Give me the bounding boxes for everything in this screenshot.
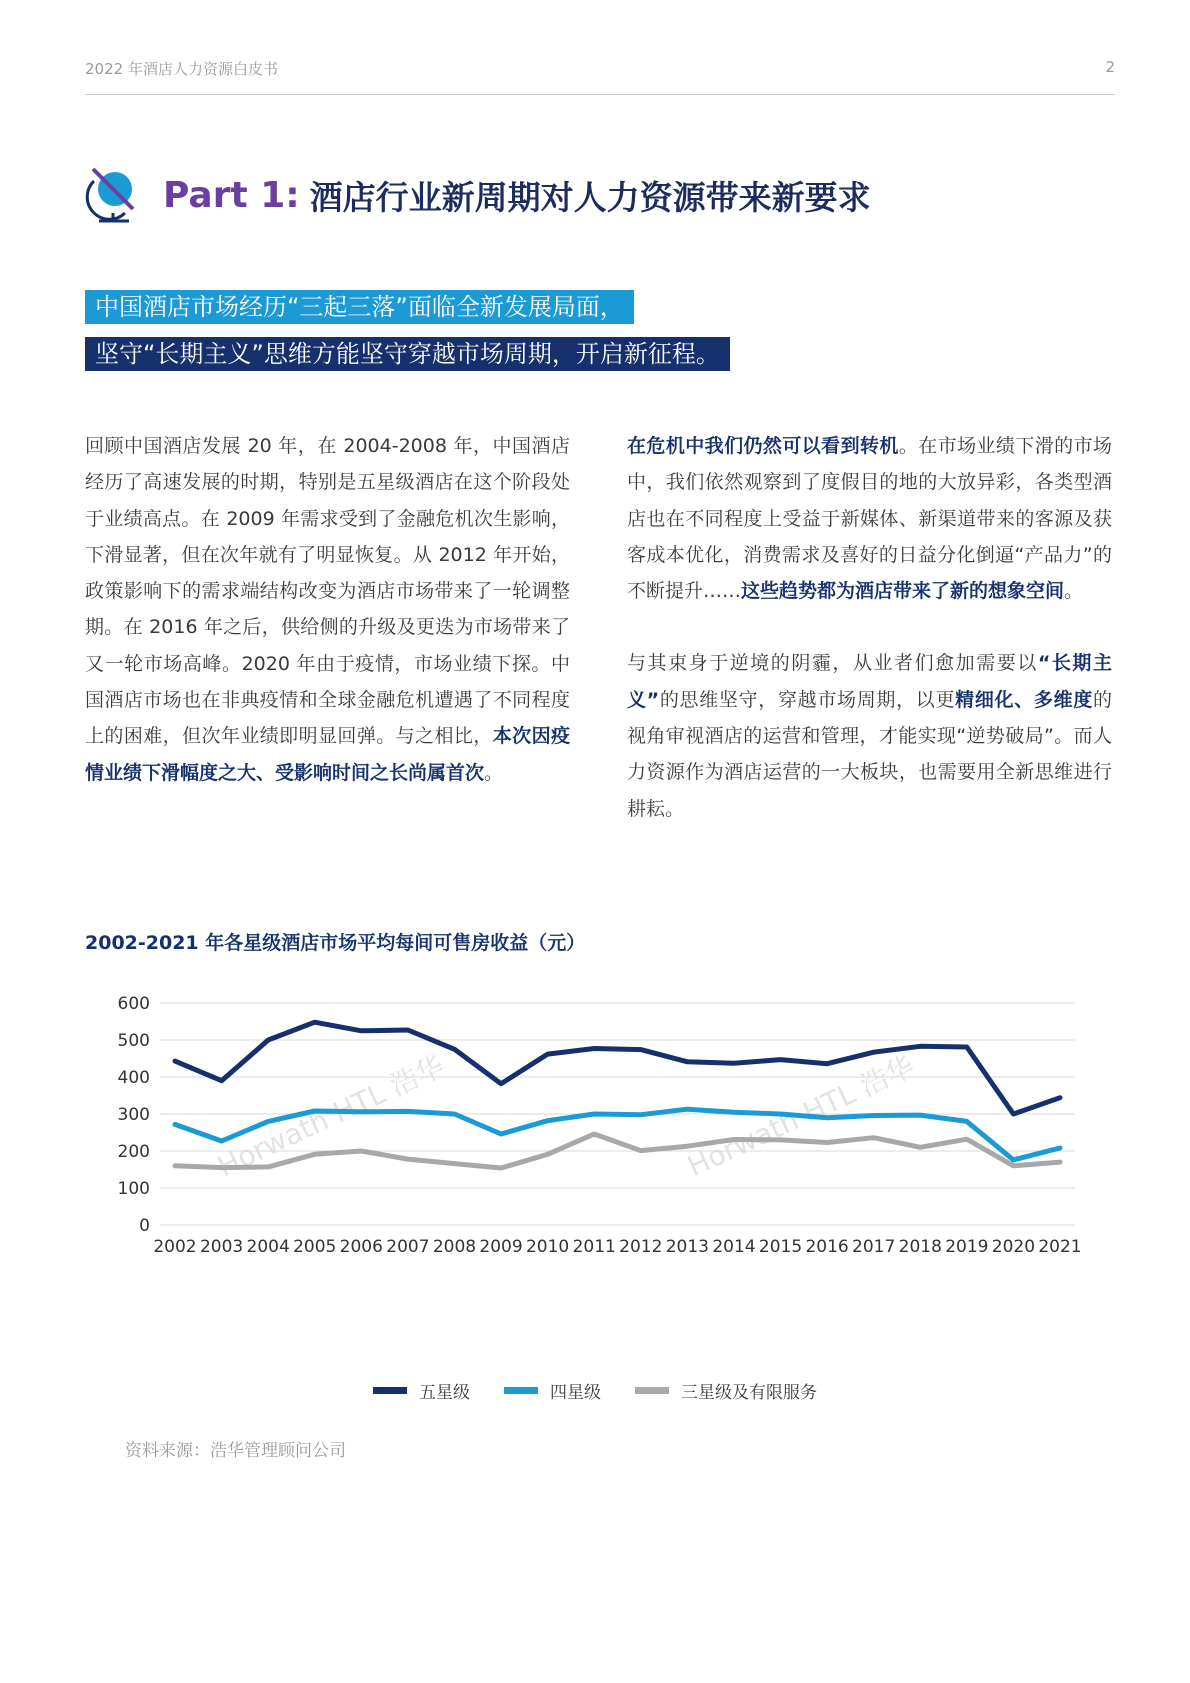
- legend-swatch: [635, 1387, 669, 1394]
- x-tick-label: 2013: [665, 1237, 710, 1257]
- text-run: 回顾中国酒店发展 20 年，在 2004-2008 年，中国酒店经历了高速发展的时期，特别是五星级酒店在这个阶段处于业绩高点。在 2009 年需求受到了金融危机次生影响，下滑显著，但在次年就有了明显恢复。从 2012 年开始，政策影响下的需求端结构改变为酒店市场带来了一轮调整期。在 2016 年之后，供给侧的升级及更迭为市场带来了又一轮市场高峰。2020 年由于疫情，市场业绩下探。中国酒店市场也在非典疫情和全球金融危机遭遇了不同程度上的困难，但次年业绩即明显回弹。与之相比，: [85, 435, 570, 748]
- chart-legend: [0, 1378, 1190, 1403]
- x-tick-label: 2005: [293, 1237, 337, 1257]
- paragraph: [85, 428, 570, 791]
- page-number: 2: [1105, 58, 1115, 76]
- legend-item: [635, 1378, 817, 1403]
- x-tick-label: 2020: [991, 1237, 1036, 1257]
- x-tick-label: 2004: [246, 1237, 290, 1257]
- globe-slash-icon: [85, 165, 141, 225]
- x-tick-label: 2018: [898, 1237, 942, 1257]
- y-tick-label: 600: [117, 994, 150, 1014]
- y-tick-label: 500: [117, 1031, 150, 1051]
- text-run: 。: [1064, 580, 1084, 603]
- text-run: 。在市场业绩下滑的市场中，我们依然观察到了度假目的地的大放异彩，各类型酒店也在不同程度上受益于新媒体、新渠道带来的客源及获客成本优化，消费需求及喜好的日益分化倒逼“产品力”的不断提升……: [627, 435, 1112, 603]
- x-tick-label: 2003: [199, 1237, 244, 1257]
- banner-line-2: 坚守“长期主义”思维方能坚守穿越市场周期，开启新征程。: [85, 337, 730, 371]
- y-tick-label: 0: [139, 1216, 150, 1236]
- legend-label: 五星级: [419, 1383, 470, 1403]
- legend-label: 三星级及有限服务: [681, 1383, 817, 1403]
- x-tick-label: 2002: [153, 1237, 197, 1257]
- legend-swatch: [373, 1387, 407, 1394]
- x-tick-label: 2016: [805, 1237, 849, 1257]
- y-tick-label: 200: [117, 1142, 150, 1162]
- y-tick-label: 400: [117, 1068, 150, 1088]
- bold-run: 这些趋势都为酒店带来了新的想象空间: [741, 580, 1065, 603]
- x-tick-label: 2019: [945, 1237, 989, 1257]
- legend-item: [504, 1378, 601, 1403]
- text-run: 的视角审视酒店的运营和管理，才能实现“逆势破局”。而人力资源作为酒店运营的一大板块，也需要用全新思维进行耕耘。: [627, 688, 1112, 820]
- x-tick-label: 2007: [386, 1237, 430, 1257]
- paragraph: [627, 645, 1112, 826]
- x-tick-label: 2017: [852, 1237, 896, 1257]
- page-header: [85, 58, 1115, 95]
- body-column-left: [85, 428, 570, 791]
- part-title: 酒店行业新周期对人力资源带来新要求: [309, 177, 871, 217]
- bold-run: “长期主义”: [627, 652, 1112, 711]
- x-tick-label: 2010: [525, 1237, 570, 1257]
- part-label: Part 1:: [163, 174, 300, 216]
- bold-run: 在危机中我们仍然可以看到转机: [627, 435, 899, 457]
- text-run: 与其束身于逆境的阴霾，从业者们愈加需要以: [627, 652, 1038, 675]
- y-tick-label: 300: [117, 1105, 150, 1125]
- text-run: 。: [484, 761, 504, 784]
- series-line: [175, 1022, 1060, 1114]
- x-tick-label: 2011: [572, 1237, 616, 1257]
- legend-label: 四星级: [550, 1383, 601, 1403]
- line-chart: [85, 985, 1085, 1355]
- banner-line-1: 中国酒店市场经历“三起三落”面临全新发展局面，: [85, 290, 634, 324]
- x-tick-label: 2006: [339, 1237, 383, 1257]
- legend-item: [373, 1378, 470, 1403]
- y-tick-label: 100: [117, 1179, 150, 1199]
- x-tick-label: 2015: [758, 1237, 803, 1257]
- body-column-right: [627, 428, 1112, 827]
- x-tick-label: 2012: [619, 1237, 663, 1257]
- x-tick-label: 2008: [432, 1237, 477, 1257]
- legend-swatch: [504, 1387, 538, 1394]
- x-tick-label: 2021: [1038, 1237, 1082, 1257]
- watermark-text: Horwath HTL 浩华: [212, 1049, 450, 1184]
- bold-run: 本次因疫情业绩下滑幅度之大、受影响时间之长尚属首次: [85, 725, 570, 784]
- part-heading: [85, 165, 871, 225]
- document-title: 2022 年酒店人力资源白皮书: [85, 60, 278, 78]
- x-tick-label: 2009: [479, 1237, 523, 1257]
- source-note: 资料来源：浩华管理顾问公司: [125, 1441, 346, 1461]
- x-tick-label: 2014: [712, 1237, 756, 1257]
- chart-title: 2002-2021 年各星级酒店市场平均每间可售房收益（元）: [85, 932, 586, 954]
- bold-run: 精细化、多维度: [955, 688, 1093, 711]
- paragraph: [627, 428, 1112, 609]
- text-run: 的思维坚守，穿越市场周期，以更: [659, 688, 956, 711]
- watermark-text: Horwath HTL 浩华: [682, 1049, 920, 1184]
